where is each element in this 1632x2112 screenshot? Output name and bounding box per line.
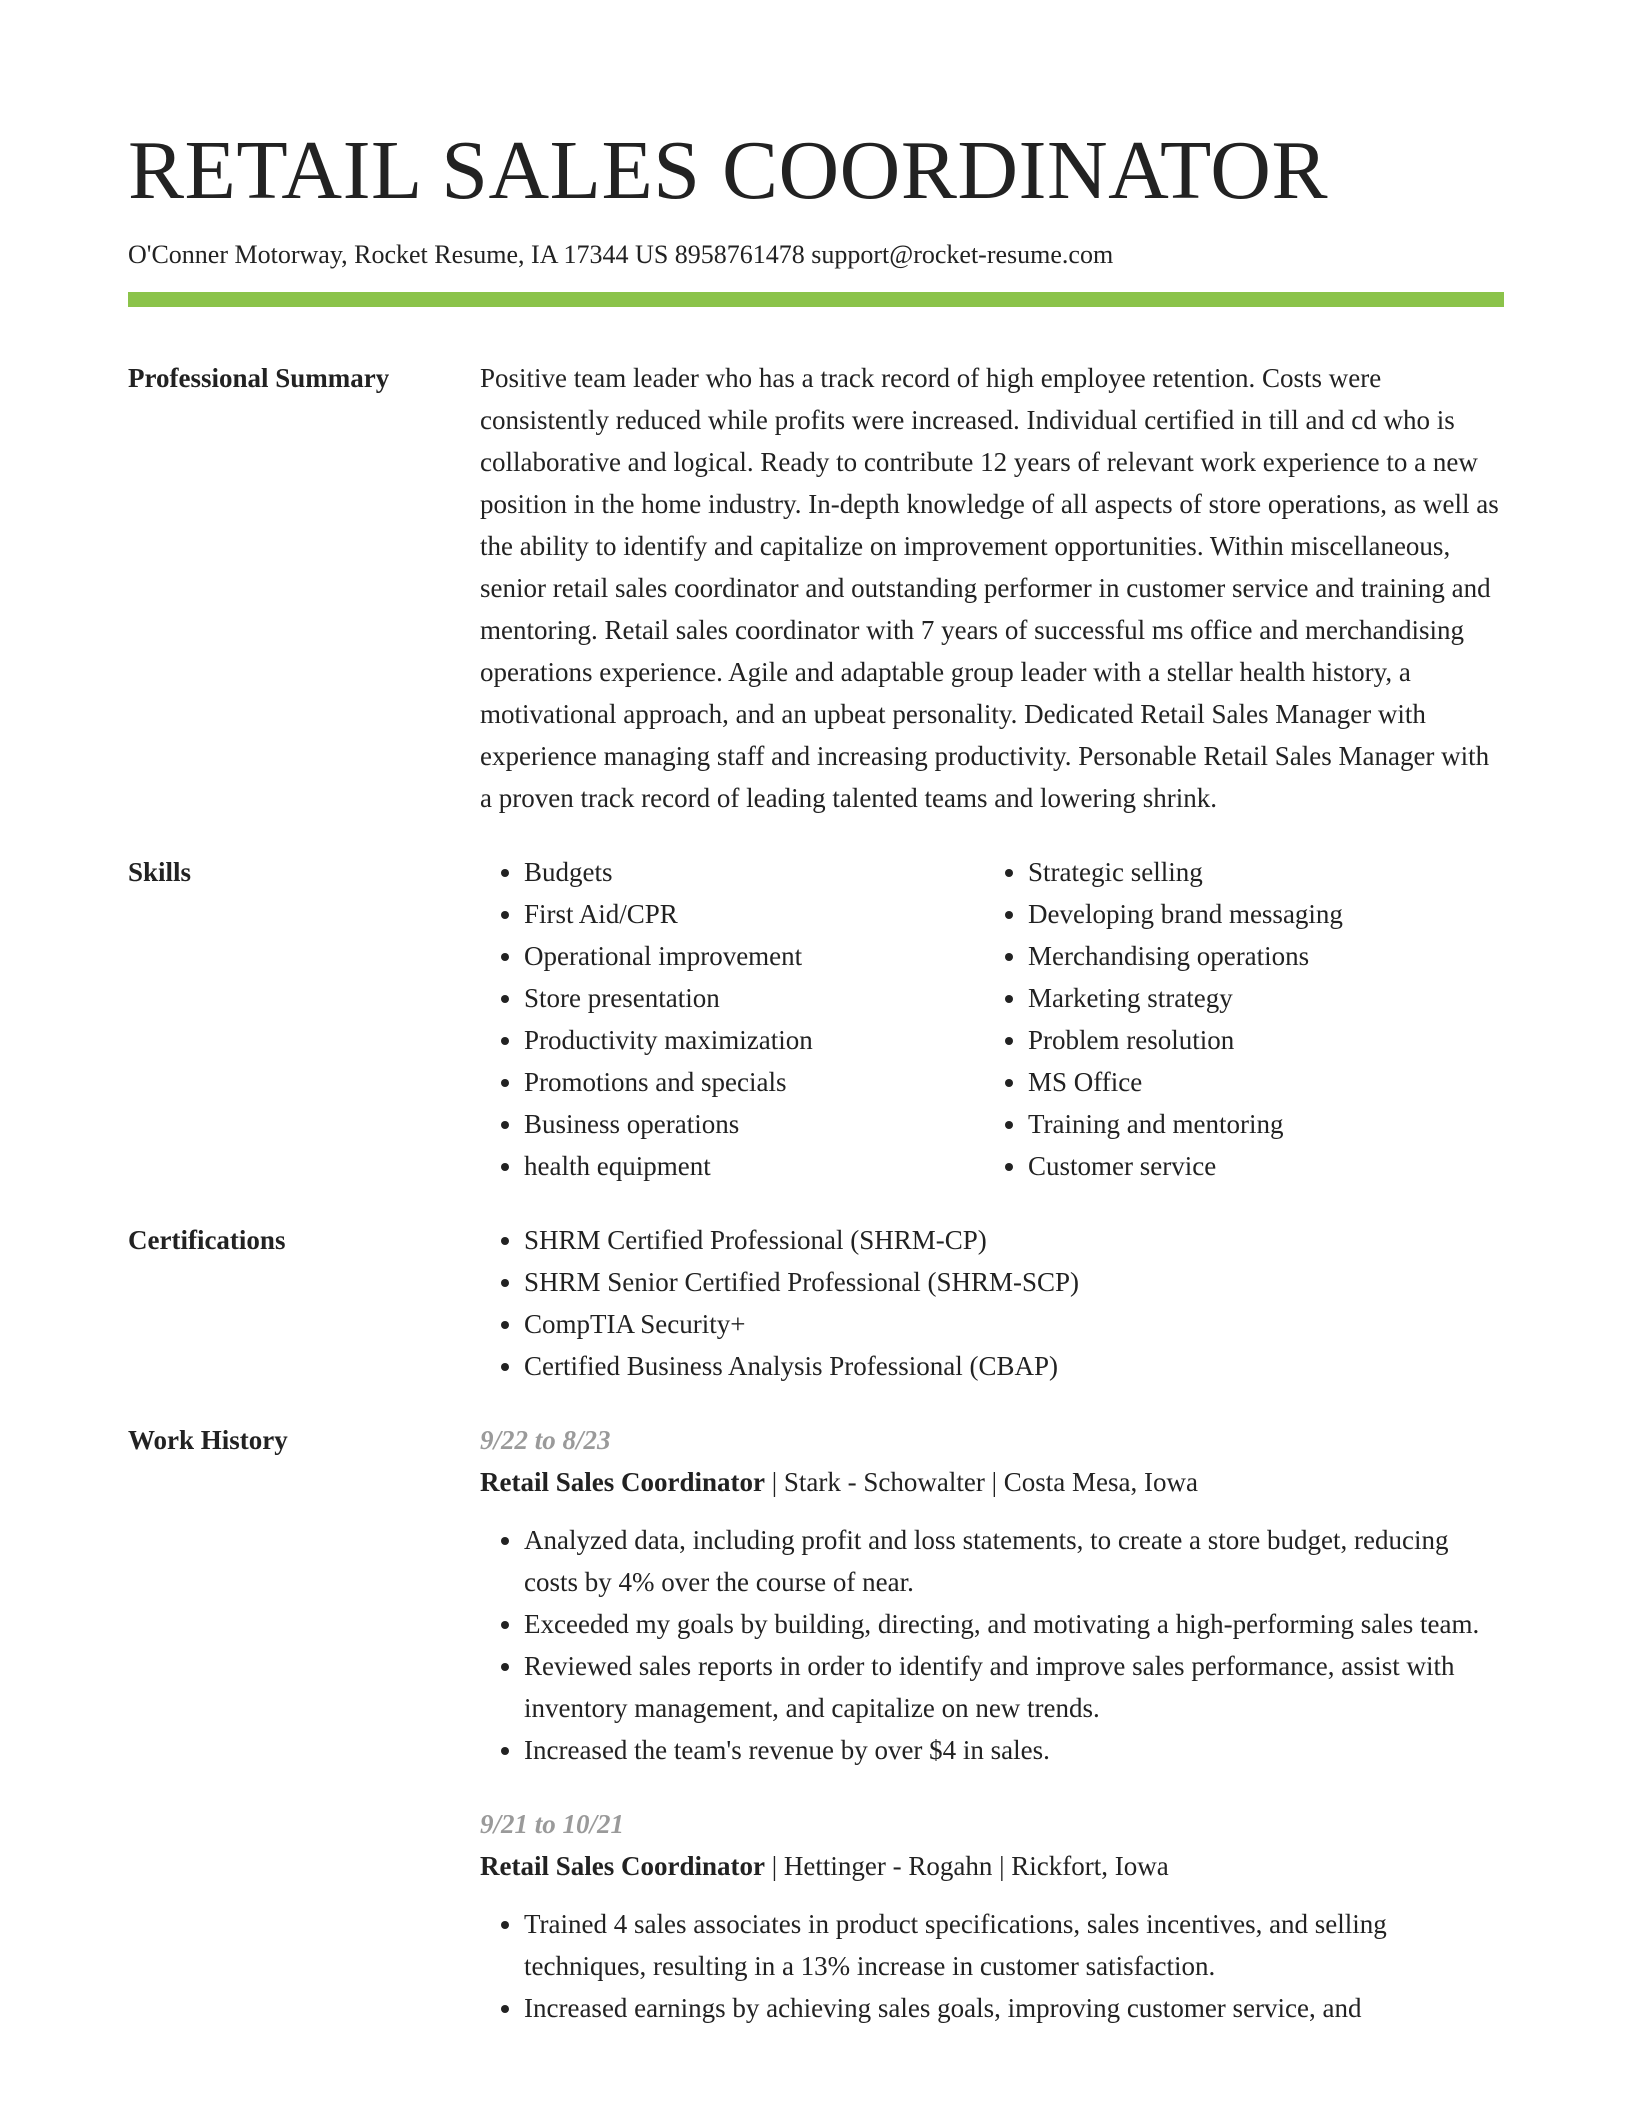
job-employer-location: | Hettinger - Rogahn | Rickfort, Iowa: [764, 1851, 1169, 1881]
skill-item: • Productivity maximization: [524, 1019, 984, 1061]
job-entry: [480, 1419, 1504, 1771]
job-bullets: [480, 1903, 1504, 2029]
skill-item: • Merchandising operations: [1028, 935, 1488, 977]
section-heading-summary: Professional Summary: [128, 363, 390, 393]
skill-item: • Business operations: [524, 1103, 984, 1145]
professional-summary-section: [128, 357, 1504, 819]
resume-title: RETAIL SALES COORDINATOR: [128, 124, 1328, 217]
job-bullet: • Increased the team's revenue by over $4 in sales.: [524, 1729, 1504, 1771]
certification-item: • SHRM Senior Certified Professional (SHRM-SCP): [524, 1261, 1504, 1303]
skill-item: • First Aid/CPR: [524, 893, 984, 935]
job-bullet: • Increased earnings by achieving sales goals, improving customer service, and: [524, 1987, 1504, 2029]
skill-item: • Customer service: [1028, 1145, 1488, 1187]
job-title: Retail Sales Coordinator: [480, 1851, 765, 1881]
job-header: [480, 1845, 1504, 1887]
job-dates: 9/22 to 8/23: [480, 1425, 611, 1455]
certification-item: • CompTIA Security+: [524, 1303, 1504, 1345]
section-heading-certifications: Certifications: [128, 1225, 286, 1255]
certification-item: • Certified Business Analysis Professional (CBAP): [524, 1345, 1504, 1387]
section-heading-skills: Skills: [128, 857, 192, 887]
skill-item: • MS Office: [1028, 1061, 1488, 1103]
header-divider: [128, 292, 1504, 307]
job-bullet: • Reviewed sales reports in order to identify and improve sales performance, assist with inventory management, and capitalize on new trends.: [524, 1645, 1504, 1729]
summary-text: Positive team leader who has a track record of high employee retention. Costs were consistently reduced while profits were increased. Individual certified in till and cd who is collaborative and logical. Ready to contribute 12 years of relevant work experience to a new position in the home industry. In-depth knowledge of all aspects of store operations, as well as the ability to identify and capitalize on improvement opportunities. Within miscellaneous, senior retail sales coordinator and outstanding performer in customer service and training and mentoring. Retail sales coordinator with 7 years of successful ms office and merchandising operations experience. Agile and adaptable group leader with a stellar health history, a motivational approach, and an upbeat personality. Dedicated Retail Sales Manager with experience managing staff and increasing productivity. Personable Retail Sales Manager with a proven track record of leading talented teams and lowering shrink.: [480, 363, 1499, 813]
skills-list-right: [984, 851, 1488, 1187]
resume-page: [128, 0, 1504, 2029]
skill-item: • Store presentation: [524, 977, 984, 1019]
job-bullet: • Exceeded my goals by building, directing, and motivating a high-performing sales team.: [524, 1603, 1504, 1645]
skill-item: • Developing brand messaging: [1028, 893, 1488, 935]
job-title: Retail Sales Coordinator: [480, 1467, 765, 1497]
work-history-section: [128, 1419, 1504, 2029]
job-dates: 9/21 to 10/21: [480, 1809, 625, 1839]
skill-item: • health equipment: [524, 1145, 984, 1187]
job-bullets: [480, 1519, 1504, 1771]
certification-item: • SHRM Certified Professional (SHRM-CP): [524, 1219, 1504, 1261]
job-bullet: • Analyzed data, including profit and loss statements, to create a store budget, reducing costs by 4% over the course of near.: [524, 1519, 1504, 1603]
contact-line: O'Conner Motorway, Rocket Resume, IA 17344 US 8958761478 support@rocket-resume.com: [128, 240, 1114, 269]
job-bullet: • Trained 4 sales associates in product specifications, sales incentives, and selling techniques, resulting in a 13% increase in customer satisfaction.: [524, 1903, 1504, 1987]
skills-section: [128, 851, 1504, 1187]
skill-item: • Problem resolution: [1028, 1019, 1488, 1061]
skill-item: • Training and mentoring: [1028, 1103, 1488, 1145]
skill-item: • Marketing strategy: [1028, 977, 1488, 1019]
job-employer-location: | Stark - Schowalter | Costa Mesa, Iowa: [764, 1467, 1198, 1497]
certifications-section: [128, 1219, 1504, 1387]
section-heading-work-history: Work History: [128, 1425, 288, 1455]
job-header: [480, 1461, 1504, 1503]
skill-item: • Operational improvement: [524, 935, 984, 977]
skill-item: • Promotions and specials: [524, 1061, 984, 1103]
job-entry: [480, 1803, 1504, 2029]
certifications-list: [480, 1219, 1504, 1387]
skill-item: • Budgets: [524, 851, 984, 893]
skills-list-left: [480, 851, 984, 1187]
skill-item: • Strategic selling: [1028, 851, 1488, 893]
